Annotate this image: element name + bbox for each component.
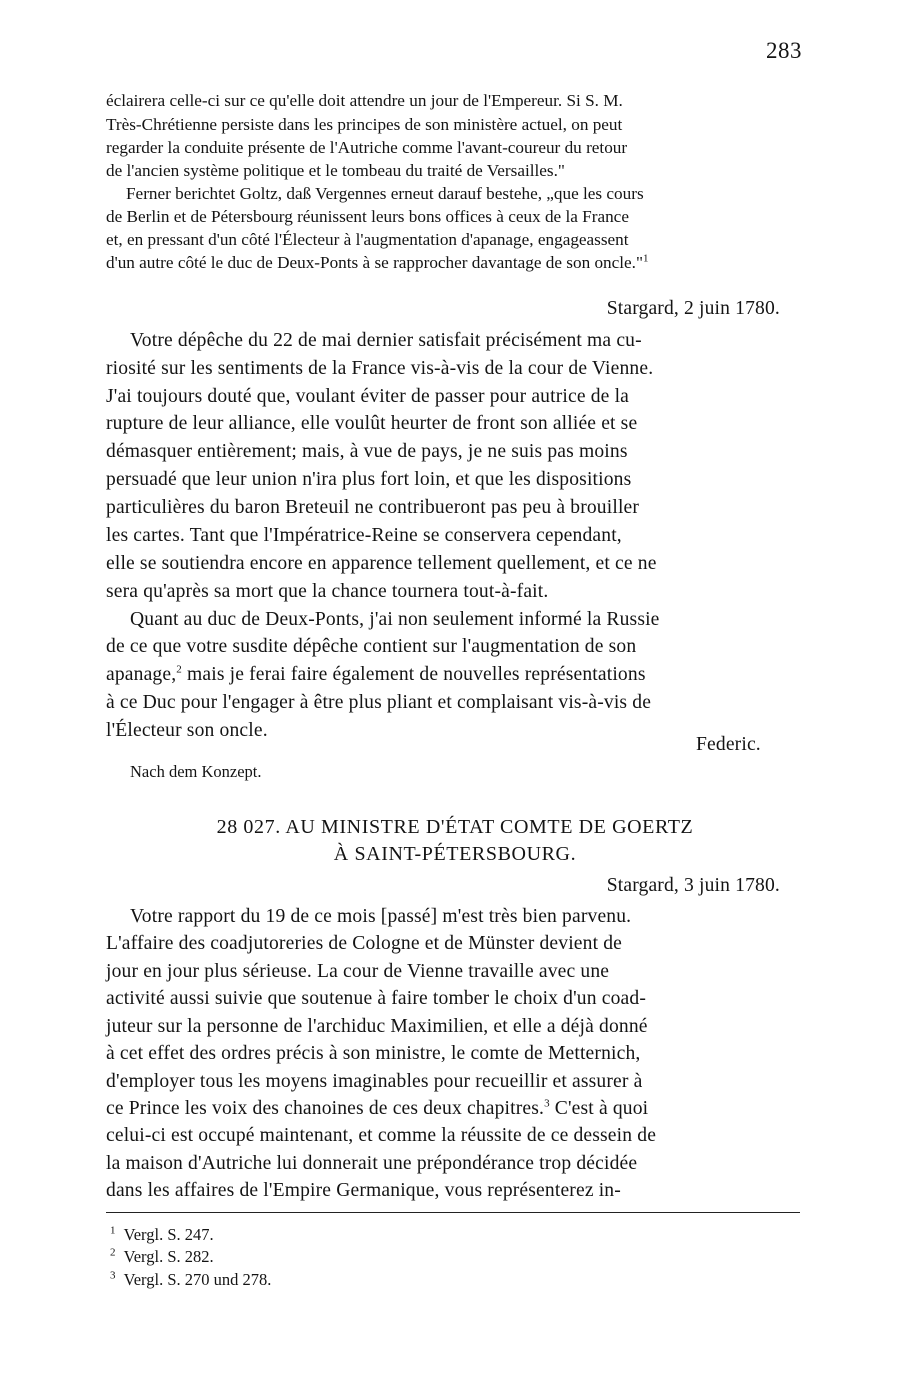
intro-line: éclairera celle-ci sur ce qu'elle doit attendre un jour de l'Empereur. Si S. M. (106, 91, 623, 110)
footnote-text: Vergl. S. 270 und 278. (123, 1270, 272, 1289)
footnote-text: Vergl. S. 282. (123, 1247, 214, 1266)
letter-line: particulières du baron Breteuil ne contribueront pas peu à brouiller (106, 497, 640, 518)
letter-line: persuadé que leur union n'ira plus fort loin, et que les dispositions (106, 469, 632, 490)
letter-line-text: mais je ferai faire également de nouvelles représentations (181, 664, 646, 685)
letter-line: Votre dépêche du 22 de mai dernier satisfait précisément ma cu- (130, 330, 642, 351)
footnote-mark: 2 (110, 1246, 116, 1259)
letter-heading: 28 027. AU MINISTRE D'ÉTAT COMTE DE GOERTZ (216, 816, 694, 838)
letter-line: de ce que votre susdite dépêche contient sur l'augmentation de son (106, 636, 637, 657)
intro-line: Ferner berichtet Goltz, daß Vergennes erneut darauf bestehe, „que les cours (126, 184, 644, 203)
letter-line: la maison d'Autriche lui donnerait une prépondérance trop décidée (106, 1153, 638, 1174)
footnote-rule (106, 1212, 800, 1213)
letter-line: Votre rapport du 19 de ce mois [passé] m'est très bien parvenu. (130, 906, 632, 927)
letter-line: activité aussi suivie que soutenue à faire tomber le choix d'un coad- (106, 988, 647, 1009)
letter-line: J'ai toujours douté que, voulant éviter de passer pour autrice de la (106, 386, 630, 407)
dateline: Stargard, 3 juin 1780. (606, 875, 780, 896)
signature: Federic. (696, 734, 761, 755)
letter-line: démasquer entièrement; mais, à vue de pays, je ne suis pas moins (106, 441, 628, 462)
letter-line: L'affaire des coadjutoreries de Cologne et de Münster devient de (106, 933, 623, 954)
intro-line: de l'ancien système politique et le tombeau du traité de Versailles." (106, 161, 565, 180)
footnote-mark: 3 (110, 1269, 116, 1282)
letter-line: juteur sur la personne de l'archiduc Maximilien, et elle a déjà donné (106, 1016, 648, 1037)
footnote-text: Vergl. S. 247. (123, 1225, 214, 1244)
intro-line: regarder la conduite présente de l'Autriche comme l'avant-coureur du retour (106, 138, 628, 157)
letter-line (106, 661, 804, 688)
intro-line: Très-Chrétienne persiste dans les principes de son ministère actuel, on peut (106, 115, 623, 134)
page-number: 283 (766, 38, 802, 63)
footnote (110, 1224, 214, 1245)
letter-line: sera qu'après sa mort que la chance tournera tout-à-fait. (106, 581, 549, 602)
footnote-reference: 2 (176, 663, 182, 676)
footnote (110, 1269, 271, 1290)
letter-line (106, 1095, 804, 1122)
letter-line: d'employer tous les moyens imaginables pour recueillir et assurer à (106, 1071, 643, 1092)
letter-line: à cet effet des ordres précis à son ministre, le comte de Metternich, (106, 1043, 641, 1064)
intro-line: de Berlin et de Pétersbourg réunissent leurs bons offices à ceux de la France (106, 207, 629, 226)
letter-line: celui-ci est occupé maintenant, et comme la réussite de ce dessein de (106, 1125, 657, 1146)
letter-line: rupture de leur alliance, elle voulût heurter de front son alliée et se (106, 413, 638, 434)
letter-heading: À SAINT-PÉTERSBOURG. (333, 843, 577, 865)
footnote-reference: 1 (643, 252, 649, 265)
letter-line: riosité sur les sentiments de la France vis-à-vis de la cour de Vienne. (106, 358, 654, 379)
dateline: Stargard, 2 juin 1780. (606, 298, 780, 319)
letter-line-text: apanage, (106, 664, 177, 685)
letter-line: les cartes. Tant que l'Impératrice-Reine se conservera cependant, (106, 525, 622, 546)
letter-line-text: C'est à quoi (549, 1098, 649, 1119)
footnote (110, 1246, 214, 1267)
letter-line: à ce Duc pour l'engager à être plus pliant et complaisant vis-à-vis de (106, 692, 652, 713)
source-note: Nach dem Konzept. (130, 762, 262, 781)
letter-line: jour en jour plus sérieuse. La cour de Vienne travaille avec une (106, 961, 610, 982)
intro-line-text: d'un autre côté le duc de Deux-Ponts à se rapprocher davantage de son oncle." (106, 253, 643, 272)
letter-line: elle se soutiendra encore en apparence tellement quellement, et ce ne (106, 553, 657, 574)
letter-line: dans les affaires de l'Empire Germanique, vous représenterez in- (106, 1180, 621, 1201)
intro-line: et, en pressant d'un côté l'Électeur à l'augmentation d'apanage, engageassent (106, 230, 629, 249)
intro-line (106, 252, 804, 275)
letter-line: Quant au duc de Deux-Ponts, j'ai non seulement informé la Russie (130, 609, 660, 630)
footnote-reference: 3 (544, 1097, 550, 1110)
letter-line: l'Électeur son oncle. (106, 720, 268, 741)
footnote-mark: 1 (110, 1224, 116, 1237)
letter-line-text: ce Prince les voix des chanoines de ces deux chapitres. (106, 1098, 545, 1119)
